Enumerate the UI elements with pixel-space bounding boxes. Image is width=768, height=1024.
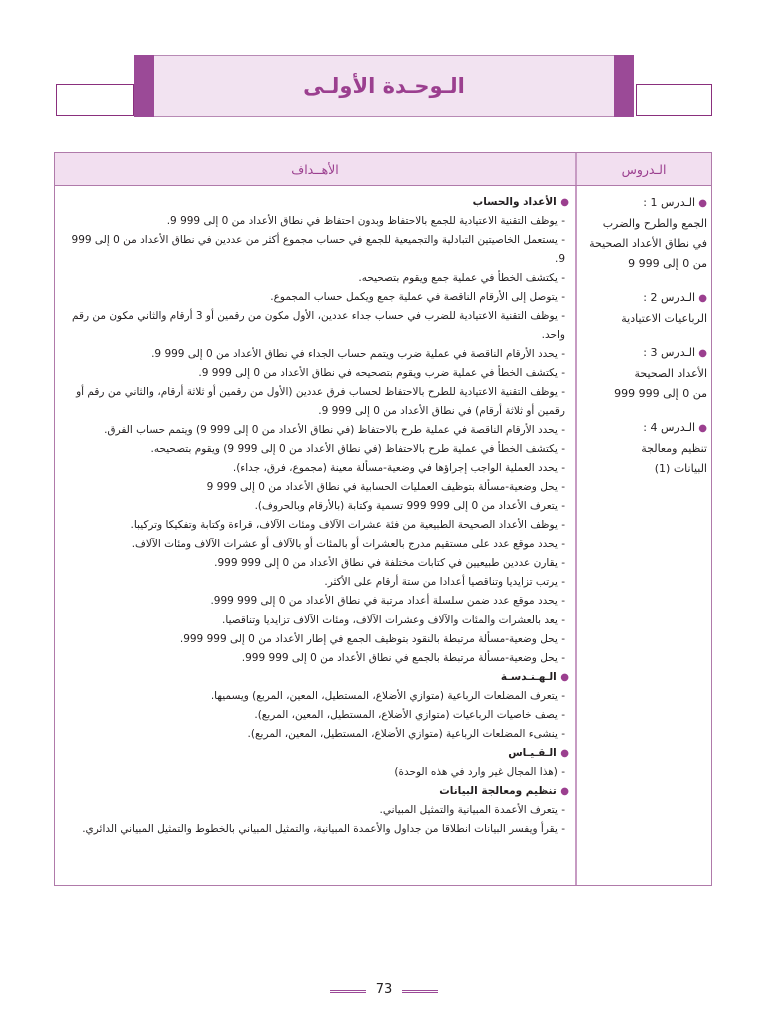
goal-item: - يعد بالعشرات والمئات والآلاف وعشرات الآلاف، ومئات الآلاف تزايديا وتناقصيا. [222, 614, 565, 626]
goal-item: - يحدد الأرقام الناقصة في عملية ضرب ويتمم حساب الجداء في نطاق الأعداد من 0 إلى 999 9. [151, 348, 565, 360]
bullet-icon: ● [695, 198, 707, 209]
lessons-column-header: الـدروس [577, 153, 711, 185]
goal-item: - يرتب تزايديا وتناقصيا أعدادا من ستة أرقام على الأكثر. [324, 576, 565, 588]
bullet-icon: ● [556, 672, 569, 683]
bullet-icon: ● [695, 293, 707, 304]
bullet-icon: ● [556, 197, 569, 208]
section-title: ● الأعداد والحساب [472, 196, 569, 208]
goal-item: - يحل وضعية-مسألة مرتبطة بالنقود بتوظيف الجمع في إطار الأعداد من 0 إلى 999 999. [179, 633, 565, 645]
footer-right-rule [402, 990, 438, 993]
goal-item: - يحدد العملية الواجب إجراؤها في وضعية-مسألة معينة (مجموع، فرق، جداء). [232, 462, 565, 474]
goal-item: - يوظف التقنية الاعتيادية للجمع بالاحتفاظ وبدون احتفاظ في نطاق الأعداد من 0 إلى 999 9. [166, 215, 565, 227]
section-title: ● تنظيم ومعالجة البيانات [439, 785, 569, 797]
lesson-title-line: من 0 إلى 999 999 [614, 387, 707, 400]
goal-item: - يوظف التقنية الاعتيادية للطرح بالاحتفاظ لحساب فرق عددين (الأول من رقمين أو ثلاثة أرقام، والثاني من رقم أو رقمين أو ثلاثة أرقام) في نطاق الأعداد من 0 إلى 999 9. [76, 386, 565, 417]
unit-title: الـوحـدة الأولـى [303, 74, 465, 98]
goals-column-header: الأهــداف [55, 153, 575, 185]
lessons-column [581, 193, 707, 493]
lesson-title-line: في نطاق الأعداد الصحيحة [589, 237, 707, 250]
objectives-table [54, 152, 712, 886]
goals-column [61, 193, 569, 839]
goal-item: - يكتشف الخطأ في عملية جمع ويقوم بتصحيحه. [358, 272, 565, 284]
lesson-title-line: البيانات (1) [654, 462, 707, 475]
goal-item: - يستعمل الخاصيتين التبادلية والتجميعية للجمع في حساب مجموع أكثر من عددين في نطاق الأعداد من 0 إلى 999 9. [71, 234, 565, 265]
goal-item: - (هذا المجال غير وارد في هذه الوحدة) [394, 766, 565, 778]
header-rule [55, 185, 711, 186]
goal-item: - يحدد موقع عدد ضمن سلسلة أعداد مرتبة في نطاق الأعداد من 0 إلى 999 999. [210, 595, 565, 607]
goal-item: - يقارن عددين طبيعيين في كتابات مختلفة في نطاق الأعداد من 0 إلى 999 999. [214, 557, 565, 569]
lesson-label: ● الـدرس 4 : [643, 421, 707, 434]
banner-left-tab [134, 55, 154, 117]
bullet-icon: ● [695, 423, 707, 434]
lesson-title-line: تنظيم ومعالجة [641, 442, 707, 455]
lesson-title-line: الأعداد الصحيحة [634, 367, 707, 380]
lesson-entry [581, 418, 707, 479]
banner-left-frame [56, 84, 134, 116]
goal-item: - يتعرف المضلعات الرباعية (متوازي الأضلاع، المستطيل، المعين، المربع) ويسميها. [210, 690, 565, 702]
bullet-icon: ● [695, 348, 707, 359]
lesson-title-line: الرباعيات الاعتيادية [621, 312, 707, 325]
lesson-label: ● الـدرس 2 : [643, 291, 707, 304]
goal-item: - يحل وضعية-مسألة بتوظيف العمليات الحسابية في نطاق الأعداد من 0 إلى 999 9 [206, 481, 565, 493]
lesson-entry [581, 193, 707, 274]
goal-item: - يكتشف الخطأ في عملية طرح بالاحتفاظ (في نطاق الأعداد من 0 إلى 999 9) ويقوم بتصحيحه. [150, 443, 565, 455]
bullet-icon: ● [556, 786, 569, 797]
goal-item: - يكتشف الخطأ في عملية ضرب ويقوم بتصحيحه في نطاق الأعداد من 0 إلى 999 9. [198, 367, 565, 379]
goal-item: - يوظف التقنية الاعتيادية للضرب في حساب جداء عددين، الأول مكون من رقمين أو 3 أرقام والثاني مكون من رقم واحد. [71, 310, 565, 341]
lesson-entry [581, 288, 707, 329]
goal-item: - يحدد الأرقام الناقصة في عملية طرح بالاحتفاظ (في نطاق الأعداد من 0 إلى 999 9) ويتمم حساب الفرق. [104, 424, 565, 436]
lesson-title-line: من 0 إلى 999 9 [628, 257, 707, 270]
column-divider [575, 153, 577, 885]
banner-right-tab [614, 55, 634, 117]
unit-banner [154, 55, 614, 117]
goal-item: - يتعرف الأعمدة المبيانية والتمثيل المبياني. [379, 804, 565, 816]
banner-right-frame [636, 84, 712, 116]
section-title: ● الـهـنـدسـة [500, 671, 569, 683]
goal-item: - يوظف الأعداد الصحيحة الطبيعية من فئة عشرات الآلاف ومئات الآلاف، قراءة وكتابة وتفكيكا وتركيبا. [130, 519, 565, 531]
bullet-icon: ● [556, 748, 569, 759]
lesson-label: ● الـدرس 1 : [643, 196, 707, 209]
goal-item: - يصف خاصيات الرباعيات (متوازي الأضلاع، المستطيل، المعين، المربع). [254, 709, 565, 721]
lesson-label: ● الـدرس 3 : [643, 346, 707, 359]
page-number: 73 [375, 982, 393, 997]
lesson-title-line: الجمع والطرح والضرب [602, 217, 707, 230]
goal-item: - يتعرف الأعداد من 0 إلى 999 999 تسمية وكتابة (بالأرقام وبالحروف). [254, 500, 565, 512]
goal-item: - ينشىء المضلعات الرباعية (متوازي الأضلاع، المستطيل، المعين، المربع). [247, 728, 565, 740]
goal-item: - يحدد موقع عدد على مستقيم مدرج بالعشرات أو بالمئات أو بالآلاف أو عشرات الآلاف ومئات الآلاف. [131, 538, 565, 550]
goal-item: - يحل وضعية-مسألة مرتبطة بالجمع في نطاق الأعداد من 0 إلى 999 999. [241, 652, 565, 664]
section-title: ● الـقـيـاس [508, 747, 569, 759]
lesson-entry [581, 343, 707, 404]
goal-item: - يتوصل إلى الأرقام الناقصة في عملية جمع ويكمل حساب المجموع. [270, 291, 565, 303]
goal-item: - يقرأ ويفسر البيانات انطلاقا من جداول والأعمدة المبيانية، والتمثيل المبياني بالخطوط والتمثيل المبياني الدائري. [82, 823, 565, 835]
